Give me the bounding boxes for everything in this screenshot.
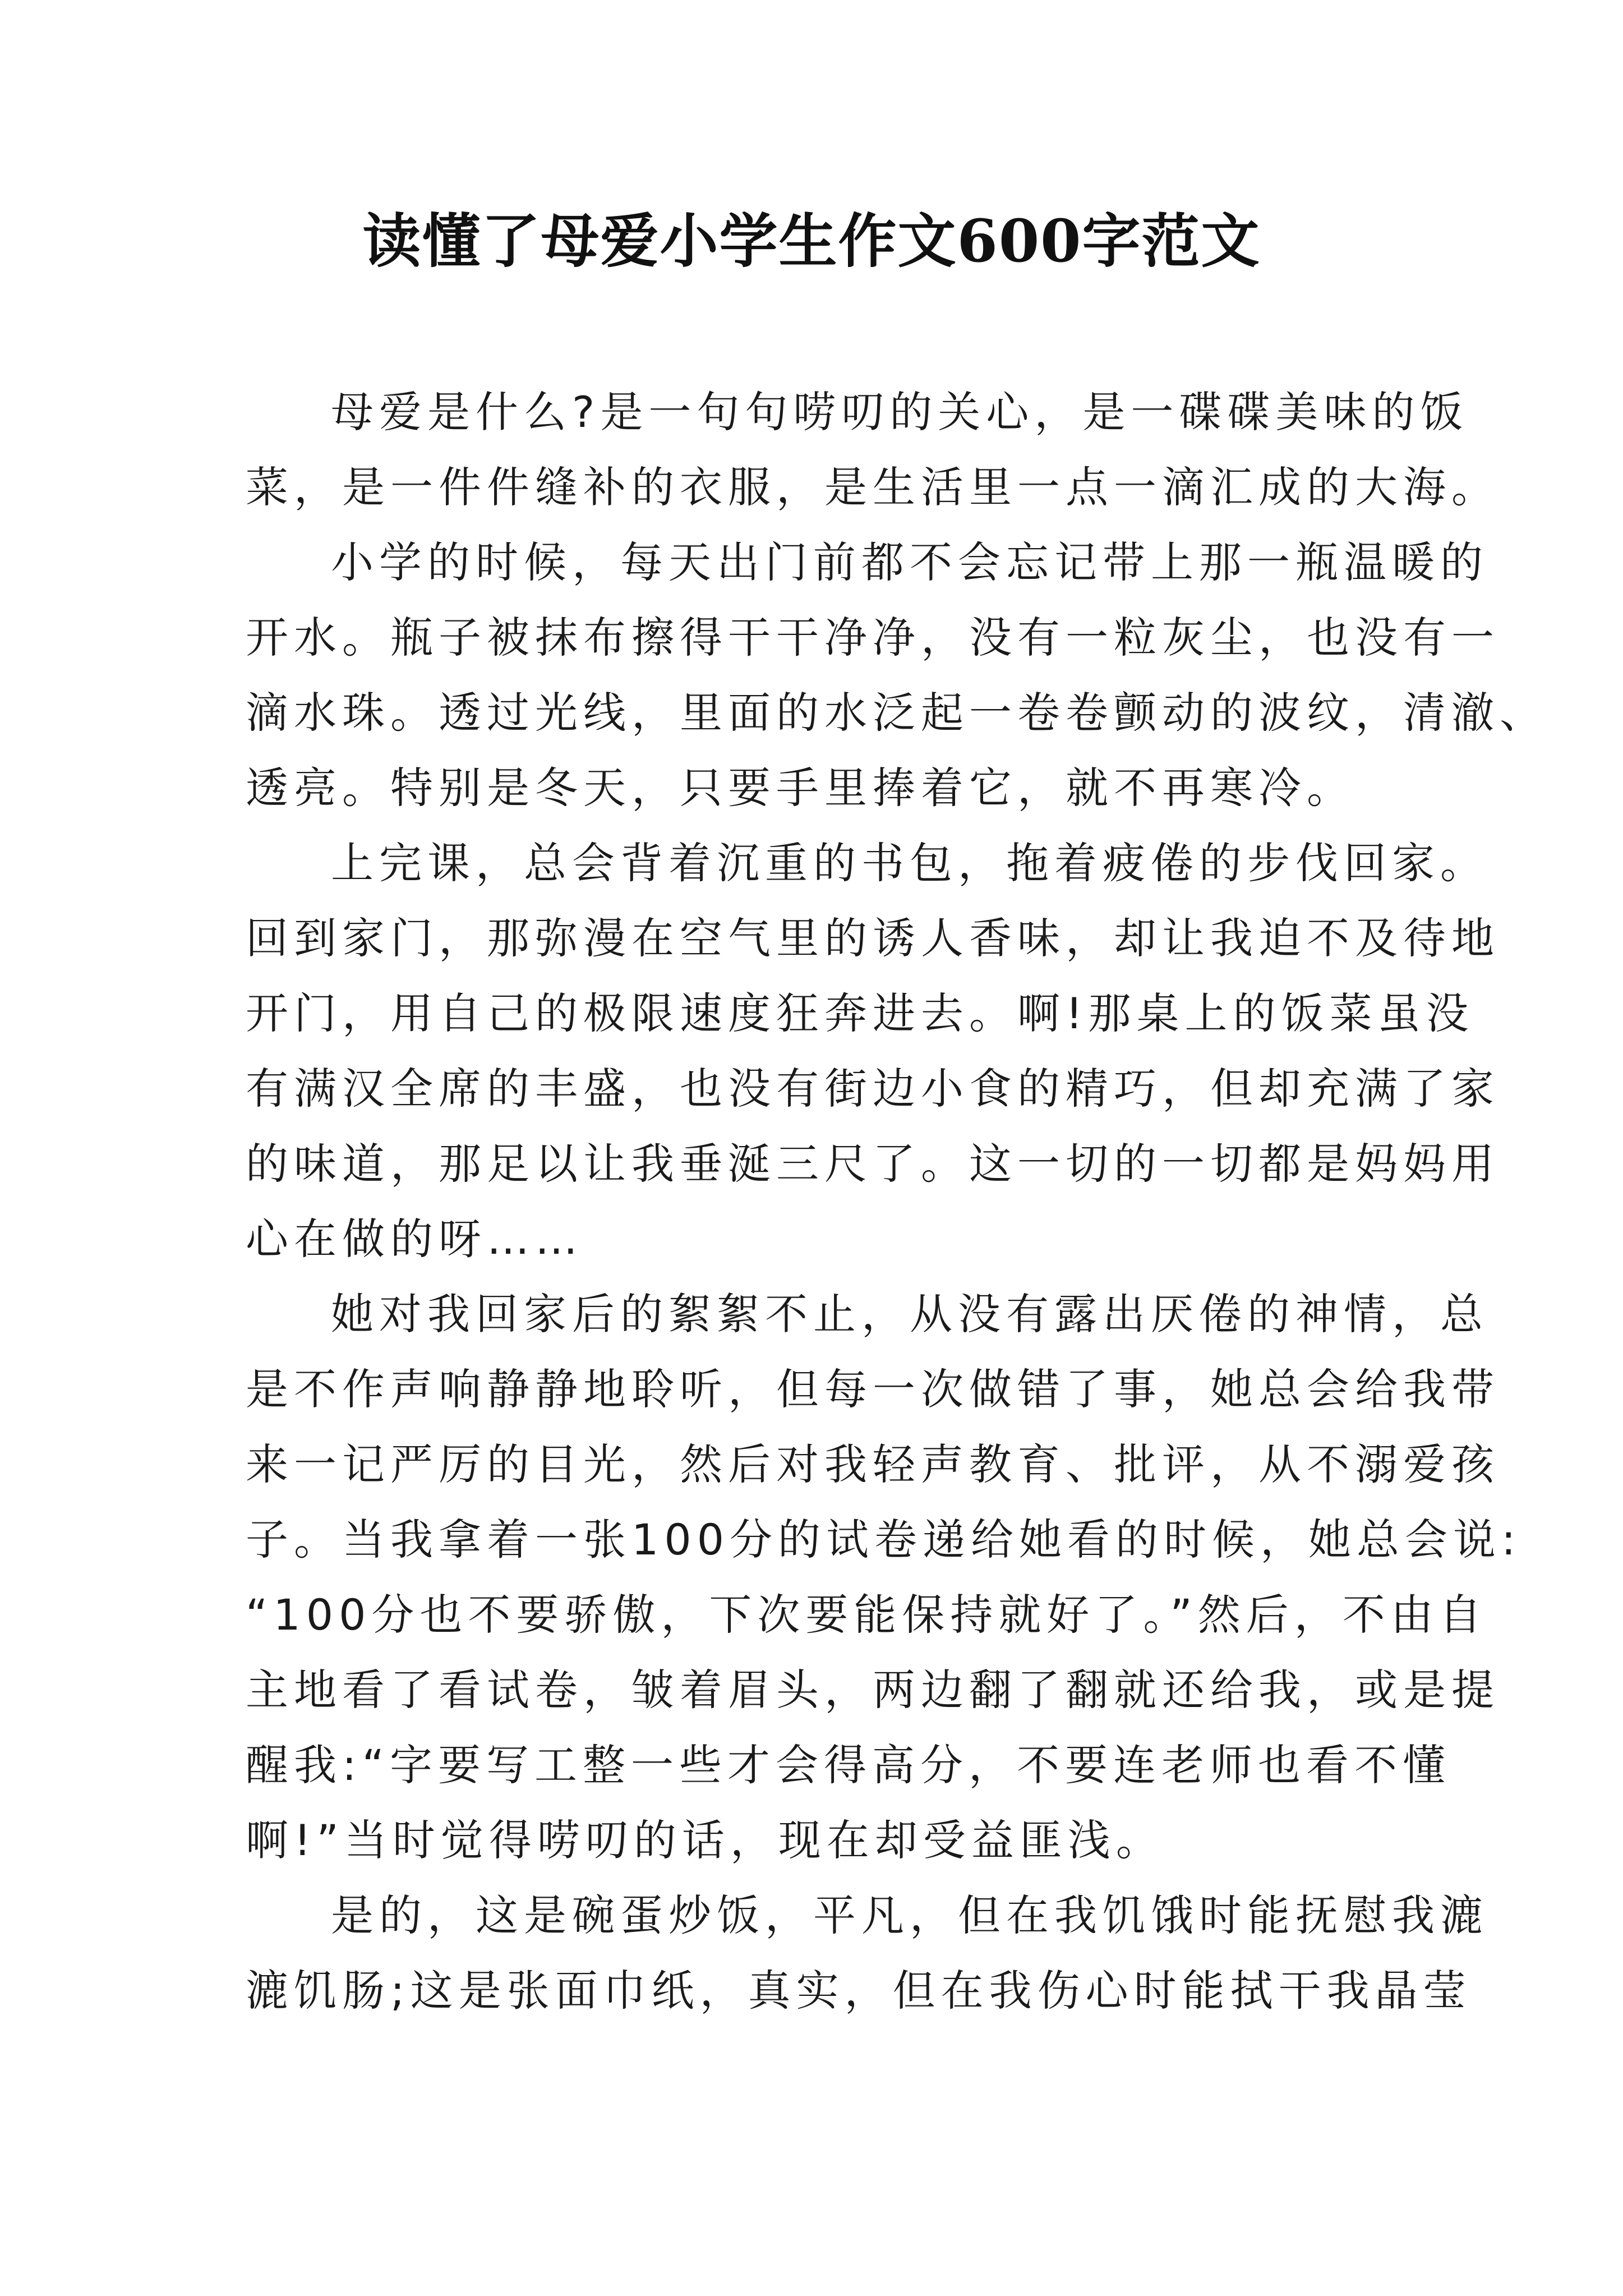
paragraph-4 [246, 1277, 1521, 1878]
document-title: 读懂了母爱小学生作文600字范文 [362, 206, 1261, 275]
paragraph-line: 醒我:“字要写工整一些才会得高分，不要连老师也看不懂 [246, 1740, 1451, 1790]
paragraph-line: 滴水珠。透过光线，里面的水泛起一卷卷颤动的波纹，清澈、 [246, 688, 1548, 738]
paragraph-line: 啊!”当时觉得唠叨的话，现在却受益匪浅。 [246, 1815, 1164, 1865]
paragraph-line: 母爱是什么?是一句句唠叨的关心，是一碟碟美味的饭 [331, 387, 1469, 437]
paragraph-line: 开水。瓶子被抹布擦得干干净净，没有一粒灰尘，也没有一 [246, 613, 1500, 662]
paragraph-line: 回到家门，那弥漫在空气里的诱人香味，却让我迫不及待地 [246, 913, 1500, 963]
paragraph-line: 透亮。特别是冬天，只要手里捧着它，就不再寒冷。 [246, 763, 1355, 813]
paragraph-line: 小学的时候，每天出门前都不会忘记带上那一瓶温暖的 [331, 537, 1488, 587]
paragraph-line: 开门，用自己的极限速度狂奔进去。啊!那桌上的饭菜虽没 [246, 988, 1474, 1038]
paragraph-line: 上完课，总会背着沉重的书包，拖着疲倦的步伐回家。 [331, 838, 1488, 888]
document-body [246, 375, 1548, 2028]
paragraph-3 [246, 826, 1500, 1277]
paragraph-line: 她对我回家后的絮絮不止，从没有露出厌倦的神情，总 [331, 1289, 1488, 1339]
paragraph-2 [246, 525, 1548, 826]
paragraph-line: 来一记严厉的目光，然后对我轻声教育、批评，从不溺爱孩 [246, 1439, 1500, 1489]
paragraph-line: 心在做的呀…… [246, 1214, 583, 1264]
paragraph-line: 是的，这是碗蛋炒饭，平凡，但在我饥饿时能抚慰我漉 [331, 1890, 1488, 1940]
paragraph-5 [246, 1878, 1488, 2028]
paragraph-line: 是不作声响静静地聆听，但每一次做错了事，她总会给我带 [246, 1364, 1500, 1414]
paragraph-line: “100分也不要骄傲，下次要能保持就好了。”然后，不由自 [246, 1590, 1487, 1640]
paragraph-line: 的味道，那足以让我垂涎三尺了。这一切的一切都是妈妈用 [246, 1139, 1500, 1189]
paragraph-line: 有满汉全席的丰盛，也没有街边小食的精巧，但却充满了家 [246, 1064, 1500, 1114]
paragraph-line: 漉饥肠;这是张面巾纸，真实，但在我伤心时能拭干我晶莹 [246, 1966, 1472, 2016]
paragraph-line: 主地看了看试卷，皱着眉头，两边翻了翻就还给我，或是提 [246, 1665, 1500, 1715]
paragraph-line: 子。当我拿着一张100分的试卷递给她看的时候，她总会说: [246, 1515, 1521, 1565]
paragraph-line: 菜，是一件件缝补的衣服，是生活里一点一滴汇成的大海。 [246, 462, 1500, 512]
paragraph-1 [246, 375, 1500, 525]
